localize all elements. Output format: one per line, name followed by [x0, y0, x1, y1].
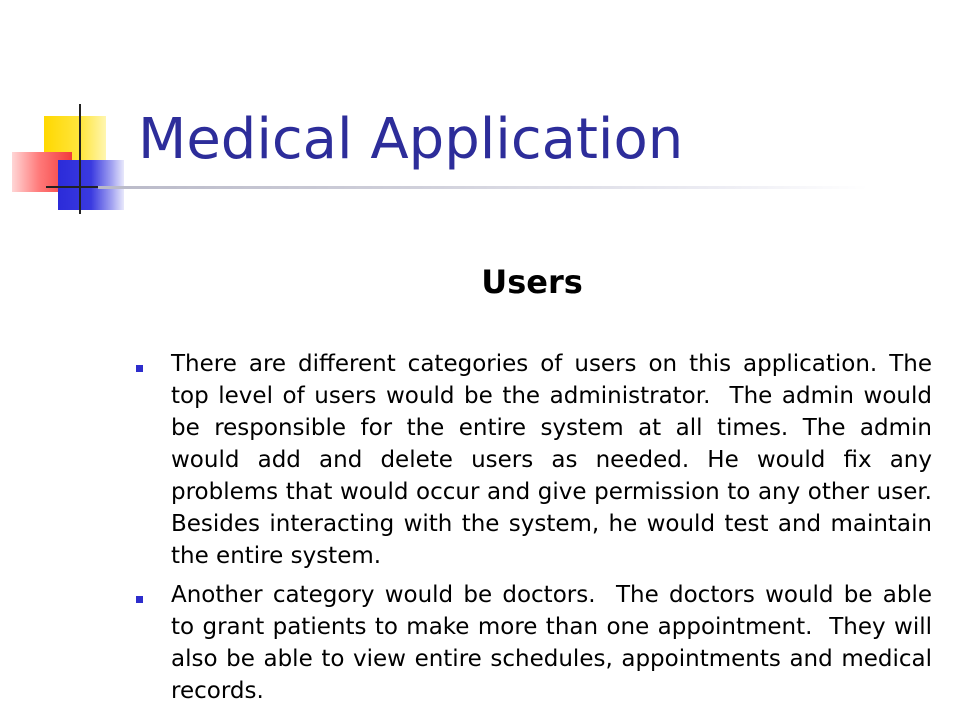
bullet-list [130, 348, 947, 714]
bullet-text: Another category would be doctors. The doctors would be able to grant patients to make more than one appointment. They will also be able to view entire schedules, appointments and medical records. [171, 582, 940, 704]
title-underline [98, 186, 868, 189]
decorative-logo [0, 0, 140, 230]
slide-title: Medical Application [138, 107, 684, 172]
slide-subtitle: Users [481, 263, 583, 301]
logo-vertical-line [79, 104, 81, 214]
bullet-text: There are different categories of users on this application. The top level of users would be the administrator. The admin would be responsible for the entire system at all times. The admin would add and delete users as needed. He would fix any problems that would occur and give permission to any other user. Besides interacting with the system, he would test and maintain the entire system. [171, 351, 947, 569]
bullet-item [130, 579, 940, 707]
bullet-item [130, 348, 947, 572]
bullet-square-icon [136, 596, 143, 603]
logo-blue-square [58, 160, 124, 210]
bullet-square-icon [136, 365, 143, 372]
